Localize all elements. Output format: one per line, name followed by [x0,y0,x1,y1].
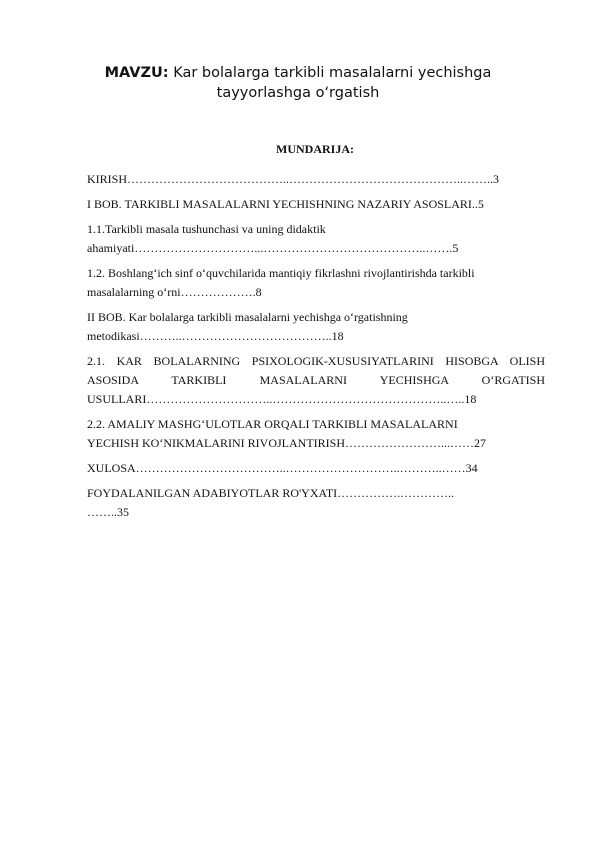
toc-entry-line: 1.2. Boshlang‘ich sinf o‘quvchilarida mantiqiy fikrlashni rivojlantirishda tarkibli [87,266,475,280]
toc-entry-2-2 [87,415,545,453]
toc-heading: MUNDARIJA: [276,142,354,156]
title-text: Kar bolalarga tarkibli masalalarni yechishga [168,65,492,81]
toc-entry-line: 2.1. KAR BOLALARNING PSIXOLOGIK-XUSUSIYATLARINI HISOBGA OLISH ASOSIDA TARKIBLI MASALALARNI YECHISHGA O‘RGATISH [87,354,545,387]
toc-entry-line: YECHISH KO‘NIKMALARINI RIVOJLANTIRISH……………………...……27 [87,436,486,450]
toc-entry-line: II BOB. Kar bolalarga tarkibli masalalarni yechishga o‘rgatishning [87,310,408,324]
toc-entry-1-2 [87,264,545,302]
document-title [0,63,596,103]
toc-entry-1-1 [87,220,545,258]
toc-entry-line: USULLARI…………………………..……………………………………..…..18 [87,392,477,406]
title-line-2: tayyorlashga o‘rgatish [216,85,380,101]
toc-entry-intro: KIRISH…………………………………..……………………………………..……..3 [87,172,500,186]
toc-entry-line: 2.2. AMALIY MASHG‘ULOTLAR ORQALI TARKIBLI MASALALARNI [87,417,458,431]
title-line-1 [0,63,596,83]
toc-entry-chapter-1: I BOB. TARKIBLI MASALALARNI YECHISHNING NAZARIY ASOSLARI..5 [87,197,484,211]
toc-entry-line: masalalarning o‘rni……………….8 [87,285,262,299]
table-of-contents [87,170,545,528]
toc-entry-line: 1.1.Tarkibli masala tushunchasi va uning didaktik [87,222,326,236]
title-label: MAVZU: [104,65,169,81]
toc-entry-line: FOYDALANILGAN ADABIYOTLAR RO'YXATI…………….………….. [87,486,455,500]
toc-entry-chapter-2 [87,308,545,346]
toc-entry-line: ahamiyati…………………………...…………………………………..…….5 [87,241,459,255]
toc-entry-line: ……..35 [87,505,129,519]
toc-entry-references [87,484,545,522]
toc-entry-line: metodikasi………..………………………………..18 [87,329,344,343]
toc-entry-2-1 [87,352,545,409]
toc-entry-conclusion: XULOSA………………………………..………………………..………..……34 [87,461,478,475]
